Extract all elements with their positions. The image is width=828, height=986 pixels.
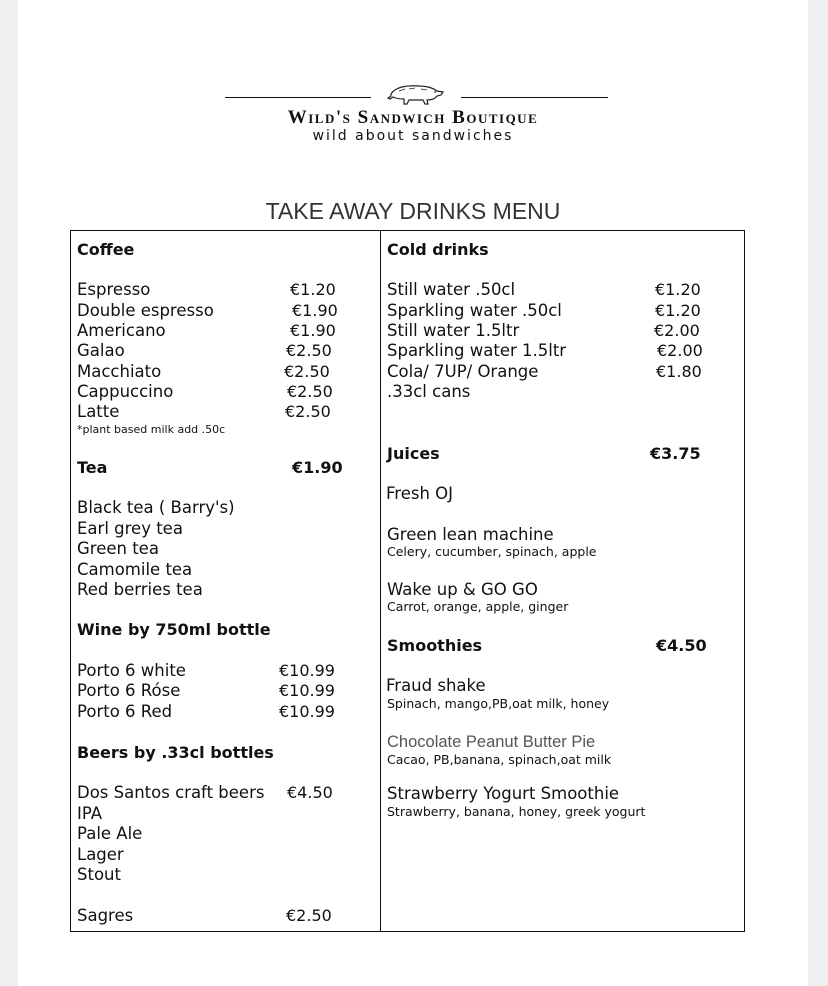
smoothie-desc: Cacao, PB,banana, spinach,oat milk	[387, 752, 612, 767]
juice-desc: Celery, cucumber, spinach, apple	[387, 544, 597, 559]
coffee-item-price: €1.90	[290, 321, 336, 340]
brand-name: Wild's Sandwich Boutique	[287, 107, 539, 128]
coffee-item-name: Galao	[77, 341, 125, 360]
logo-rule-left	[225, 97, 371, 98]
juice-desc: Carrot, orange, apple, ginger	[387, 599, 569, 614]
tea-heading: Tea	[77, 458, 108, 477]
beer-style: Pale Ale	[77, 824, 143, 843]
wine-item-price: €10.99	[279, 681, 335, 700]
left-column	[71, 231, 380, 931]
juices-heading: Juices	[387, 444, 440, 463]
tea-item: Green tea	[77, 539, 159, 558]
craft-beer-name: Dos Santos craft beers	[77, 783, 265, 802]
right-column	[381, 231, 745, 931]
coffee-item-price: €2.50	[284, 362, 330, 381]
smoothie-desc: Spinach, mango,PB,oat milk, honey	[387, 696, 610, 711]
tea-item: Camomile tea	[77, 560, 193, 579]
beers-heading: Beers by .33cl bottles	[77, 743, 274, 762]
coffee-item-price: €1.90	[292, 301, 338, 320]
smoothie-name: Strawberry Yogurt Smoothie	[387, 784, 620, 803]
wine-heading: Wine by 750ml bottle	[77, 620, 271, 639]
cold-item-price: €1.20	[655, 301, 701, 320]
wine-item-name: Porto 6 Róse	[77, 681, 181, 700]
sagres-price: €2.50	[286, 906, 332, 925]
coffee-item-price: €1.20	[290, 280, 336, 299]
logo-rule-right	[461, 97, 608, 98]
cold-item-price: €2.00	[657, 341, 703, 360]
brand-tagline: wild about sandwiches	[312, 128, 514, 144]
beer-style: Stout	[77, 865, 121, 884]
coffee-item-price: €2.50	[285, 402, 331, 421]
smoothies-heading: Smoothies	[387, 636, 483, 655]
coffee-item-price: €2.50	[287, 382, 333, 401]
smoothie-name: Chocolate Peanut Butter Pie	[387, 733, 596, 751]
cold-item-name: Sparkling water .50cl	[387, 301, 562, 320]
coffee-item-name: Macchiato	[77, 362, 162, 381]
coffee-item-name: Americano	[77, 321, 166, 340]
smoothie-desc: Strawberry, banana, honey, greek yogurt	[387, 804, 646, 819]
cold-item-price: €1.80	[656, 362, 702, 381]
beer-style: IPA	[77, 804, 103, 823]
coffee-item-name: Double espresso	[77, 301, 214, 320]
coffee-item-name: Espresso	[77, 280, 151, 299]
cold-item-name: Still water .50cl	[387, 280, 516, 299]
smoothie-name: Fraud shake	[386, 676, 486, 695]
coffee-heading: Coffee	[77, 240, 135, 259]
smoothies-price: €4.50	[656, 636, 707, 655]
menu-page	[18, 0, 808, 986]
craft-beer-price: €4.50	[287, 783, 333, 802]
wine-item-name: Porto 6 Red	[77, 702, 173, 721]
boar-icon	[385, 82, 447, 106]
coffee-item-name: Cappuccino	[77, 382, 174, 401]
cold-item-price: €1.20	[655, 280, 701, 299]
cold-item-name: Sparkling water 1.5ltr	[387, 341, 567, 360]
menu-table	[70, 230, 745, 932]
coffee-item-name: Latte	[77, 402, 120, 421]
juice-name: Green lean machine	[387, 525, 554, 544]
cold-item-name: Still water 1.5ltr	[387, 321, 520, 340]
juices-price: €3.75	[650, 444, 701, 463]
cold-item-price: €2.00	[654, 321, 700, 340]
wine-item-price: €10.99	[279, 661, 335, 680]
tea-item: Red berries tea	[77, 580, 203, 599]
juice-name: Fresh OJ	[386, 484, 454, 503]
menu-title: TAKE AWAY DRINKS MENU	[265, 198, 561, 224]
cold-drinks-heading: Cold drinks	[387, 240, 489, 259]
tea-item: Black tea ( Barry's)	[77, 498, 235, 517]
sagres-name: Sagres	[77, 906, 134, 925]
cans-note: .33cl cans	[387, 382, 471, 401]
beer-style: Lager	[77, 845, 124, 864]
tea-price: €1.90	[292, 458, 343, 477]
juice-name: Wake up & GO GO	[387, 580, 538, 599]
wine-item-price: €10.99	[279, 702, 335, 721]
cold-item-name: Cola/ 7UP/ Orange	[387, 362, 539, 381]
tea-item: Earl grey tea	[77, 519, 183, 538]
wine-item-name: Porto 6 white	[77, 661, 186, 680]
coffee-item-price: €2.50	[286, 341, 332, 360]
plant-milk-note: *plant based milk add .50c	[77, 423, 226, 436]
